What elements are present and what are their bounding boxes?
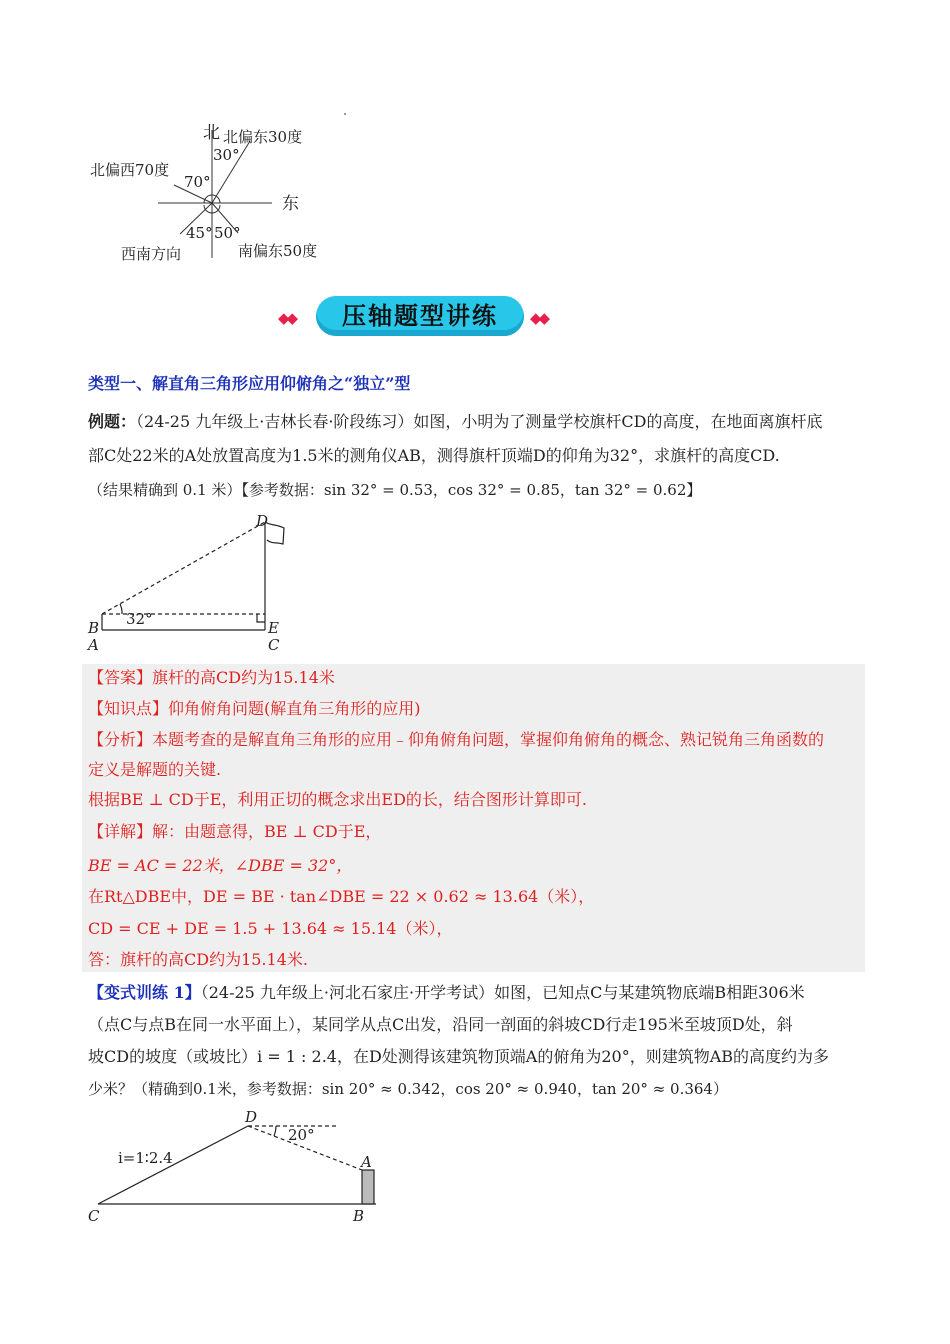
- angle-45-label: 45°: [186, 224, 213, 242]
- sw-label: 西南方向: [121, 245, 182, 263]
- banner-left-marks: ◆◆: [278, 309, 296, 327]
- example-line2: 部C处22米的A处放置高度为1.5米的测角仪AB，测得旗杆顶端D的仰角为32°，求旗杆的高度CD.: [88, 446, 780, 465]
- fig1-label-A: A: [88, 636, 99, 654]
- fig2-label-C: C: [88, 1207, 100, 1225]
- fig2-label-D: D: [245, 1108, 258, 1126]
- knowledge-line: 【知识点】仰角俯角问题(解直角三角形的应用): [88, 699, 421, 718]
- banner-right-marks: ◆◆: [530, 309, 548, 327]
- fig1-label-B: B: [88, 619, 100, 637]
- detail-text: 解：由题意得，BE ⊥ CD于E，: [152, 822, 382, 841]
- fig1-angle-label: 32°: [126, 610, 153, 628]
- analysis-line1: 【分析】本题考查的是解直角三角形的应用﹣仰角俯角问题，掌握仰角俯角的概念、熟记锐角三角函数的: [88, 730, 825, 749]
- equation-3: CD = CE + DE = 1.5 + 13.64 ≈ 15.14（米），: [88, 919, 453, 938]
- variant-line3: 坡CD的坡度（或坡比）i = 1 : 2.4，在D处测得该建筑物顶端A的俯角为20°，则建筑物AB的高度约为多: [88, 1047, 830, 1066]
- north-label: 北: [203, 123, 220, 143]
- analysis-line2: 定义是解题的关键.: [88, 760, 222, 779]
- fig2-angle-label: 20°: [288, 1126, 315, 1144]
- equation-1: BE = AC = 22米，∠DBE = 32°，: [88, 856, 353, 875]
- section-banner: [316, 296, 524, 336]
- nw70-label: 北偏西70度: [90, 161, 170, 179]
- answer-line: 【答案】旗杆的高CD约为15.14米: [88, 668, 335, 687]
- angle-50-label: 50°: [214, 224, 241, 242]
- fig1-label-C: C: [268, 636, 280, 654]
- variant-line2: （点C与点B在同一水平面上），某同学从点C出发，沿同一剖面的斜坡CD行走195米至坡顶D处，斜: [88, 1015, 793, 1034]
- angle-70-label: 70°: [184, 173, 211, 191]
- east-label: 东: [282, 194, 299, 214]
- fig1-label-D: D: [256, 512, 269, 530]
- fig2-label-A: A: [361, 1153, 372, 1171]
- variant-label: 【变式训练 1】: [88, 983, 201, 1002]
- slope-figure: [86, 1108, 396, 1228]
- banner-title: 压轴题型讲练: [342, 302, 498, 330]
- equation-2: 在Rt△DBE中，DE = BE · tan∠DBE = 22 × 0.62 ≈ 13.64（米），: [88, 887, 595, 906]
- flagpole-figure: [86, 508, 296, 658]
- analysis-line3: 根据BE ⊥ CD于E，利用正切的概念求出ED的长，结合图形计算即可.: [88, 790, 588, 809]
- final-answer: 答：旗杆的高CD约为15.14米.: [88, 950, 308, 969]
- fig2-label-B: B: [353, 1207, 365, 1225]
- variant-line1: （24-25 九年级上·河北石家庄·开学考试）如图，已知点C与某建筑物底端B相距306米: [200, 983, 805, 1002]
- example-label: 例题：: [88, 412, 137, 431]
- example-line3: （结果精确到 0.1 米）【参考数据：sin 32° = 0.53，cos 32° = 0.85，tan 32° = 0.62】: [88, 481, 702, 499]
- detail-label: 【详解】: [88, 822, 153, 841]
- se50-label: 南偏东50度: [238, 242, 318, 260]
- fig1-label-E: E: [268, 619, 279, 637]
- angle-30-label: 30°: [213, 146, 240, 164]
- fig2-slope-label: i=1∶2.4: [118, 1149, 173, 1167]
- ne30-label: 北偏东30度: [223, 128, 303, 146]
- example-line1: （24-25 九年级上·吉林长春·阶段练习）如图，小明为了测量学校旗杆CD的高度，在地面离旗杆底: [136, 412, 823, 431]
- section-heading: 类型一、解直角三角形应用仰俯角之“独立”型: [88, 374, 411, 393]
- variant-line4: 少米？（精确到0.1米，参考数据：sin 20° ≈ 0.342，cos 20° ≈ 0.940，tan 20° ≈ 0.364）: [88, 1080, 728, 1098]
